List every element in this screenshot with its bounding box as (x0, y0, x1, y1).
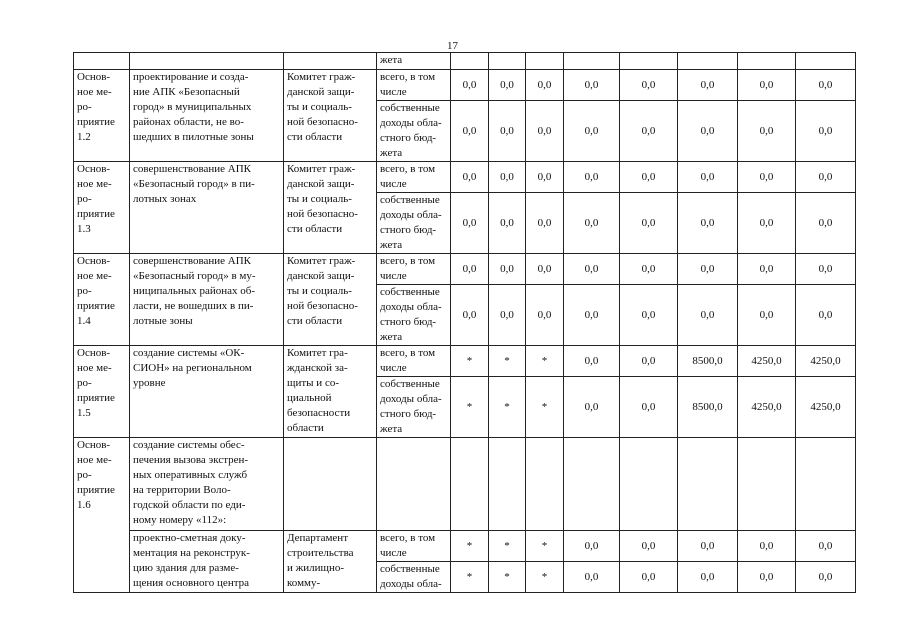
text-line: ное ме- (77, 454, 112, 466)
empty-cell (620, 53, 678, 70)
value-cell: 0,0 (796, 254, 856, 285)
text-line: ласти, не вошедших в пи- (133, 300, 254, 312)
table-row (74, 346, 856, 377)
table-row (74, 438, 856, 531)
empty-cell (489, 53, 526, 70)
source-label-cell (377, 193, 451, 254)
text-line: данской защи- (287, 270, 355, 282)
text-line: совершенствование АПК (133, 163, 252, 175)
description-cell (130, 346, 284, 438)
table-row (74, 531, 856, 562)
text-line: сти области (287, 223, 343, 235)
text-line: ты и социаль- (287, 101, 352, 113)
text-line: СИОН» на региональном (133, 362, 252, 374)
text-line: Департамент (287, 532, 349, 544)
text-line: «Безопасный город» в пи- (133, 178, 255, 190)
text-line: шедших в пилотные зоны (133, 131, 254, 143)
text-line: ро- (77, 193, 92, 205)
value-cell: 0,0 (451, 285, 489, 346)
text-line: ной безопасно- (287, 116, 358, 128)
text-line: проектирование и созда- (133, 71, 249, 83)
text-line: ное ме- (77, 270, 112, 282)
text-line: ное ме- (77, 178, 112, 190)
text-line: сти области (287, 315, 343, 327)
value-cell: 0,0 (489, 70, 526, 101)
text-line: жданской за- (287, 362, 348, 374)
value-cell: 0,0 (738, 531, 796, 562)
empty-cell (738, 438, 796, 531)
text-line: приятие (77, 392, 115, 404)
value-cell: 0,0 (796, 285, 856, 346)
value-cell: 0,0 (620, 377, 678, 438)
description-cell (130, 438, 284, 531)
text-line: приятие (77, 208, 115, 220)
value-cell: 0,0 (796, 531, 856, 562)
value-cell: 0,0 (451, 70, 489, 101)
value-cell: * (451, 562, 489, 593)
value-cell: 0,0 (678, 254, 738, 285)
value-cell: 0,0 (489, 285, 526, 346)
text-line: приятие (77, 116, 115, 128)
text-line: 1.5 (77, 407, 91, 419)
text-line: ное ме- (77, 86, 112, 98)
executor-cell (284, 70, 377, 162)
value-cell: 0,0 (678, 162, 738, 193)
value-cell: * (489, 346, 526, 377)
empty-cell (564, 438, 620, 531)
value-cell: 0,0 (451, 254, 489, 285)
value-cell: 0,0 (796, 70, 856, 101)
value-cell: 0,0 (738, 562, 796, 593)
measure-cell (74, 346, 130, 438)
value-cell: 0,0 (489, 162, 526, 193)
empty-cell (377, 438, 451, 531)
value-cell: 0,0 (564, 193, 620, 254)
value-cell: * (451, 346, 489, 377)
text-line: жета (380, 331, 403, 343)
text-line: проектно-сметная доку- (133, 532, 246, 544)
text-line: циальной (287, 392, 332, 404)
text-line: всего, в том (380, 532, 436, 544)
value-cell: 0,0 (738, 254, 796, 285)
description-cell (130, 254, 284, 346)
value-cell: * (526, 531, 564, 562)
text-line: щиты и со- (287, 377, 339, 389)
text-line: приятие (77, 300, 115, 312)
sub-description-cell (130, 531, 284, 593)
text-line: печения вызова экстрен- (133, 454, 249, 466)
source-label-cell (377, 346, 451, 377)
empty-cell (738, 53, 796, 70)
value-cell: * (451, 531, 489, 562)
value-cell: 0,0 (678, 531, 738, 562)
value-cell: 0,0 (796, 193, 856, 254)
text-line: создание системы «ОК- (133, 347, 245, 359)
value-cell: 4250,0 (738, 346, 796, 377)
source-label-cell (377, 377, 451, 438)
text-line: город» в муниципальных (133, 101, 252, 113)
table-body (74, 53, 856, 593)
value-cell: 0,0 (620, 285, 678, 346)
value-cell: 0,0 (451, 101, 489, 162)
empty-cell (451, 53, 489, 70)
value-cell: 0,0 (489, 101, 526, 162)
value-cell: 4250,0 (796, 346, 856, 377)
text-line: собственные (380, 286, 440, 298)
value-cell: 0,0 (678, 101, 738, 162)
value-cell: 0,0 (738, 101, 796, 162)
value-cell: 0,0 (526, 285, 564, 346)
value-cell: 0,0 (526, 162, 564, 193)
text-line: создание системы обес- (133, 439, 245, 451)
value-cell: 0,0 (489, 254, 526, 285)
text-line: 1.3 (77, 223, 91, 235)
value-cell: 0,0 (738, 162, 796, 193)
text-line: комму- (287, 577, 321, 589)
text-line: совершенствование АПК (133, 255, 252, 267)
empty-cell (526, 53, 564, 70)
text-line: годской области по еди- (133, 499, 246, 511)
measure-cell (74, 438, 130, 593)
value-cell: 0,0 (738, 70, 796, 101)
text-line: числе (380, 547, 407, 559)
text-line: числе (380, 178, 407, 190)
text-line: сти области (287, 131, 343, 143)
empty-cell (796, 53, 856, 70)
value-cell: * (489, 377, 526, 438)
text-line: стного бюд- (380, 408, 437, 420)
text-line: жета (380, 423, 403, 435)
value-cell: 8500,0 (678, 377, 738, 438)
text-line: лотные зоны (133, 315, 193, 327)
text-line: всего, в том (380, 347, 436, 359)
text-line: жета (380, 239, 403, 251)
text-line: ты и социаль- (287, 193, 352, 205)
text-line: собственные (380, 563, 440, 575)
value-cell: 0,0 (564, 285, 620, 346)
text-line: 1.6 (77, 499, 91, 511)
page-number: 17 (447, 40, 458, 52)
text-line: области (287, 422, 324, 434)
value-cell: 0,0 (489, 193, 526, 254)
text-line: ро- (77, 285, 92, 297)
text-line: строительства (287, 547, 354, 559)
text-line: доходы обла- (380, 301, 442, 313)
text-line: всего, в том (380, 255, 436, 267)
value-cell: 0,0 (451, 162, 489, 193)
value-cell: 0,0 (678, 562, 738, 593)
source-label-cell (377, 101, 451, 162)
empty-cell (678, 53, 738, 70)
measure-cell (74, 254, 130, 346)
value-cell: 0,0 (526, 193, 564, 254)
value-cell: 0,0 (620, 531, 678, 562)
value-cell: * (489, 531, 526, 562)
text-line: ты и социаль- (287, 285, 352, 297)
source-label-cell (377, 70, 451, 101)
value-cell: 0,0 (620, 562, 678, 593)
value-cell: * (451, 377, 489, 438)
text-line: доходы обла- (380, 209, 442, 221)
value-cell: 0,0 (526, 101, 564, 162)
empty-cell (796, 438, 856, 531)
empty-cell (620, 438, 678, 531)
value-cell: * (526, 346, 564, 377)
table-row (74, 254, 856, 285)
text-line: ментация на реконструк- (133, 547, 250, 559)
value-cell: 4250,0 (796, 377, 856, 438)
text-line: цию здания для разме- (133, 562, 239, 574)
text-line: на территории Воло- (133, 484, 231, 496)
table-row (74, 162, 856, 193)
value-cell: 0,0 (526, 70, 564, 101)
value-cell: 0,0 (564, 162, 620, 193)
text-line: ному номеру «112»: (133, 514, 227, 526)
value-cell: 0,0 (796, 562, 856, 593)
value-cell: 0,0 (564, 101, 620, 162)
text-line: 1.2 (77, 131, 91, 143)
text-line: Основ- (77, 347, 111, 359)
text-line: ниципальных районах об- (133, 285, 255, 297)
value-cell: 0,0 (678, 285, 738, 346)
value-cell: 0,0 (738, 285, 796, 346)
empty-cell (284, 438, 377, 531)
text-line: Основ- (77, 163, 111, 175)
text-line: собственные (380, 194, 440, 206)
text-line: Комитет граж- (287, 255, 356, 267)
measure-cell (74, 70, 130, 162)
text-line: и жилищно- (287, 562, 345, 574)
text-line: данской защи- (287, 86, 355, 98)
source-label-cell (377, 162, 451, 193)
value-cell: 0,0 (796, 101, 856, 162)
text-line: собственные (380, 378, 440, 390)
text-line: щения основного центра (133, 577, 250, 589)
value-cell: 0,0 (564, 254, 620, 285)
value-cell: 0,0 (796, 162, 856, 193)
text-line: Комитет граж- (287, 71, 356, 83)
value-cell: 0,0 (678, 70, 738, 101)
source-label-cell: жета (377, 53, 451, 70)
text-line: ро- (77, 469, 92, 481)
text-line: ние АПК «Безопасный (133, 86, 240, 98)
value-cell: 0,0 (620, 162, 678, 193)
empty-cell (678, 438, 738, 531)
executor-cell (284, 531, 377, 593)
value-cell: * (526, 562, 564, 593)
table-row (74, 70, 856, 101)
text-line: ное ме- (77, 362, 112, 374)
text-line: собственные (380, 102, 440, 114)
empty-cell (130, 53, 284, 70)
funding-table (73, 52, 856, 593)
source-label-cell (377, 562, 451, 593)
text-line: стного бюд- (380, 132, 437, 144)
value-cell: 0,0 (526, 254, 564, 285)
text-line: числе (380, 270, 407, 282)
value-cell: 4250,0 (738, 377, 796, 438)
text-line: ро- (77, 377, 92, 389)
source-label-cell (377, 531, 451, 562)
text-line: всего, в том (380, 71, 436, 83)
text-line: «Безопасный город» в му- (133, 270, 256, 282)
text-line: числе (380, 86, 407, 98)
value-cell: 0,0 (564, 70, 620, 101)
description-cell (130, 70, 284, 162)
value-cell: 8500,0 (678, 346, 738, 377)
value-cell: 0,0 (620, 193, 678, 254)
value-cell: 0,0 (564, 377, 620, 438)
text-line: Основ- (77, 255, 111, 267)
text-line: числе (380, 362, 407, 374)
empty-cell (451, 438, 489, 531)
measure-cell (74, 162, 130, 254)
executor-cell (284, 254, 377, 346)
value-cell: 0,0 (620, 346, 678, 377)
value-cell: 0,0 (564, 562, 620, 593)
text-line: безопасности (287, 407, 351, 419)
text-line: всего, в том (380, 163, 436, 175)
text-line: стного бюд- (380, 316, 437, 328)
value-cell: 0,0 (620, 101, 678, 162)
value-cell: 0,0 (564, 531, 620, 562)
value-cell: 0,0 (738, 193, 796, 254)
text-line: Комитет гра- (287, 347, 348, 359)
text-line: стного бюд- (380, 224, 437, 236)
text-line: приятие (77, 484, 115, 496)
description-cell (130, 162, 284, 254)
source-label-cell (377, 254, 451, 285)
table-row (74, 53, 856, 70)
source-label-cell (377, 285, 451, 346)
text-line: ных оперативных служб (133, 469, 248, 481)
value-cell: 0,0 (451, 193, 489, 254)
empty-cell (564, 53, 620, 70)
text-line: ной безопасно- (287, 208, 358, 220)
text-line: ро- (77, 101, 92, 113)
value-cell: 0,0 (620, 70, 678, 101)
text-line: Основ- (77, 71, 111, 83)
text-line: Комитет граж- (287, 163, 356, 175)
text-line: доходы обла- (380, 578, 442, 590)
executor-cell (284, 162, 377, 254)
value-cell: 0,0 (620, 254, 678, 285)
empty-cell (284, 53, 377, 70)
text-line: лотных зонах (133, 193, 197, 205)
value-cell: 0,0 (678, 193, 738, 254)
value-cell: 0,0 (564, 346, 620, 377)
value-cell: * (526, 377, 564, 438)
text-line: жета (380, 147, 403, 159)
empty-cell (489, 438, 526, 531)
text-line: Основ- (77, 439, 111, 451)
text-line: районах области, не во- (133, 116, 244, 128)
empty-cell (74, 53, 130, 70)
text-line: уровне (133, 377, 166, 389)
value-cell: * (489, 562, 526, 593)
text-line: 1.4 (77, 315, 91, 327)
text-line: доходы обла- (380, 393, 442, 405)
empty-cell (526, 438, 564, 531)
text-line: данской защи- (287, 178, 355, 190)
text-line: ной безопасно- (287, 300, 358, 312)
text-line: доходы обла- (380, 117, 442, 129)
executor-cell (284, 346, 377, 438)
